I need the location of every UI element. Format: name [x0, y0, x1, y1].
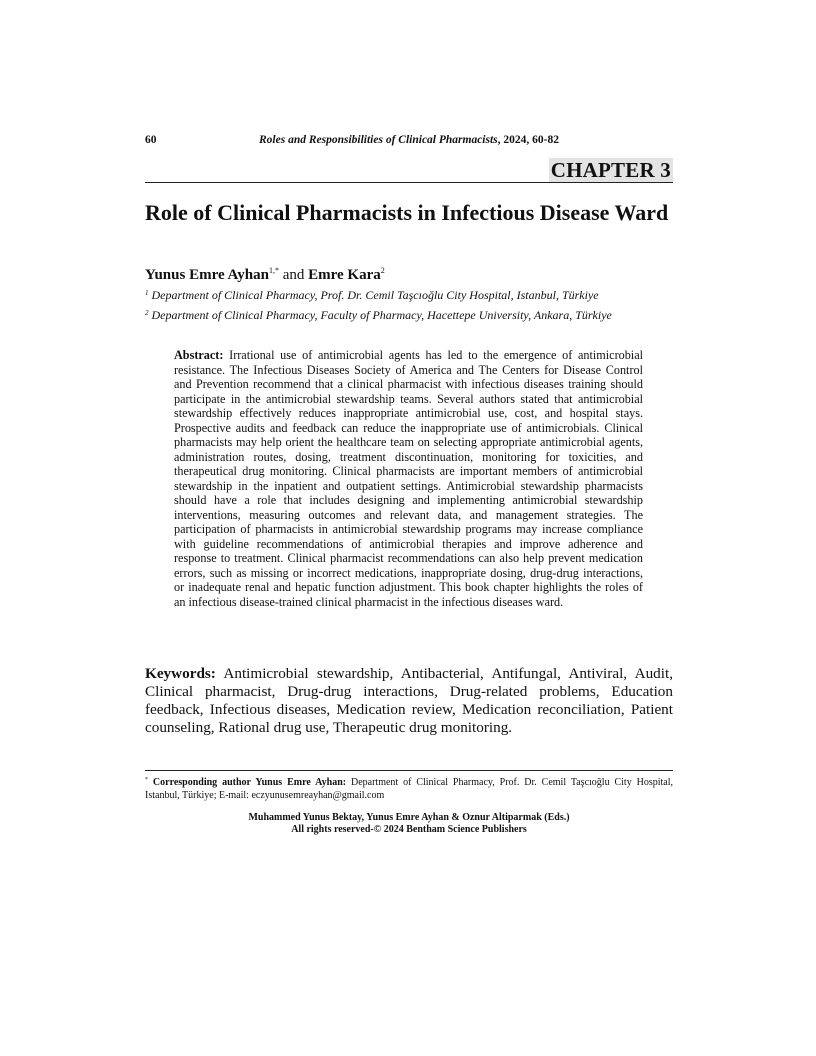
affiliation-marker: 2: [145, 309, 149, 317]
author-superscript: 1,*: [268, 266, 279, 275]
keywords-text: Antimicrobial stewardship, Antibacterial, Antifungal, Antiviral, Audit, Clinical pharmacist, Drug-drug interactions, Drug-related problems, Education feedback, Infectious diseases, Medication review, Medication reconciliation, Patient counseling, Rational drug use, Therapeutic drug monitoring.: [145, 665, 673, 736]
footnote-text: Department of Clinical Pharmacy, Prof. Dr. Cemil Taşcıoğlu City Hospital, Istanbul, Türkiye; E-mail: eczyunusemreayhan@gmail.com: [145, 777, 673, 801]
footnote-marker: *: [145, 777, 148, 783]
page-number: 60: [145, 134, 157, 146]
rights-line: All rights reserved-© 2024 Bentham Science Publishers: [291, 824, 527, 835]
affiliation: [145, 286, 673, 303]
running-title-details: , 2024, 60-82: [497, 134, 559, 146]
running-header: [145, 134, 673, 148]
editors-line: Muhammed Yunus Bektay, Yunus Emre Ayhan & Oznur Altiparmak (Eds.): [248, 812, 570, 823]
chapter-title: Role of Clinical Pharmacists in Infectious Disease Ward: [145, 200, 669, 225]
author-name: Yunus Emre Ayhan: [145, 267, 269, 283]
abstract-text: Irrational use of antimicrobial agents has led to the emergence of antimicrobial resistance. The Infectious Diseases Society of America and The Centers for Disease Control and Prevention recommend that a clinical pharmacist with infectious diseases training should participate in the antimicrobial stewardship teams. Several authors stated that antimicrobial stewardship effectively reduces inappropriate antimicrobial use, cost, and hospital stays. Prospective audits and feedback can reduce the inappropriate use of antimicrobials. Clinical pharmacists may help orient the healthcare team on selecting appropriate antimicrobial agents, administration routes, dosing, treatment discontinuation, monitoring for toxicities, and therapeutical drug monitoring. Clinical pharmacists are important members of antimicrobial stewardship in the inpatient and outpatient settings. Antimicrobial stewardship pharmacists should have a role that includes designing and implementing antimicrobial stewardship interventions, measuring outcomes and relevant data, and management strategies. The participation of pharmacists in antimicrobial stewardship programs may increase compliance with guideline recommendations of antimicrobial therapies and improve adherence and response to treatment. Clinical pharmacist recommendations can also help prevent medication errors, such as missing or incorrect medications, inappropriate dosing, drug-drug interactions, or inadequate renal and hepatic function adjustment. This book chapter highlights the roles of an infectious disease-trained clinical pharmacist in the infectious diseases ward.: [174, 348, 643, 609]
book-title: Roles and Responsibilities of Clinical Pharmacists: [259, 134, 498, 146]
affiliation-marker: 1: [145, 289, 149, 297]
publication-info: [145, 812, 673, 836]
footnote-divider: [145, 770, 673, 771]
affiliation: [145, 306, 673, 323]
author-superscript: 2: [380, 266, 385, 275]
abstract-label: Abstract:: [174, 348, 224, 362]
keywords-label: Keywords:: [145, 665, 216, 682]
affiliation-text: Department of Clinical Pharmacy, Prof. Dr. Cemil Taşcıoğlu City Hospital, Istanbul, Türkiye: [148, 288, 599, 302]
chapter-heading: [145, 158, 673, 183]
abstract: [174, 348, 643, 609]
footnote-label: Corresponding author Yunus Emre Ayhan:: [148, 777, 347, 788]
author-conjunction: and: [278, 267, 309, 283]
corresponding-author-footnote: [145, 774, 673, 802]
chapter-label: CHAPTER 3: [550, 158, 671, 182]
affiliation-text: Department of Clinical Pharmacy, Faculty of Pharmacy, Hacettepe University, Ankara, Türkiye: [148, 308, 612, 322]
keywords: [145, 665, 673, 737]
author-line: [145, 262, 673, 284]
running-title: [145, 134, 673, 146]
author-name: Emre Kara: [308, 267, 381, 283]
